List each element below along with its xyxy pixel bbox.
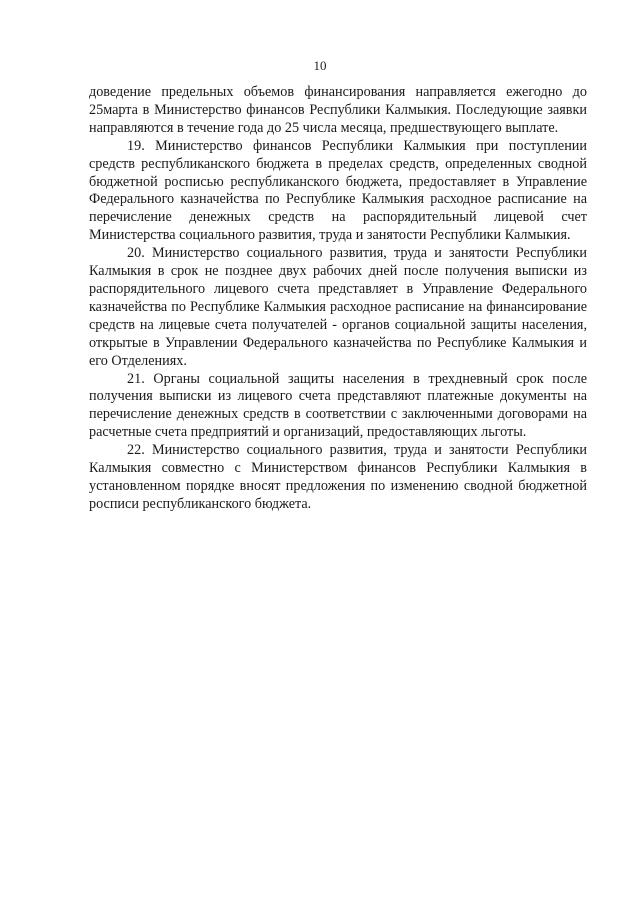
paragraph-continuation: доведение предельных объемов финансирования направляется ежегодно до 25марта в Министерство финансов Республики Калмыкия. Последующие заявки направляются в течение года до 25 числа месяца, предшествующего выплате.: [89, 84, 587, 136]
paragraph-21: 21. Органы социальной защиты населения в трехдневный срок после получения выписки из лицевого счета представляют платежные документы на перечисление денежных средств в соответствии с заключенными договорами на расчетные счета предприятий и организаций, предоставляющих льготы.: [89, 370, 587, 441]
document-body: [89, 84, 587, 514]
paragraph-22: 22. Министерство социального развития, труда и занятости Республики Калмыкия совместно с Министерством финансов Республики Калмыкия в установленном порядке вносят предложения по изменению сводной бюджетной росписи республиканского бюджета.: [89, 442, 587, 512]
paragraph-20: 20. Министерство социального развития, труда и занятости Республики Калмыкия в срок не позднее двух рабочих дней после получения выписки из распорядительного лицевого счета представляет в Управление Федерального казначейства по Республике Калмыкия расходное расписание на финансирование средств на лицевые счета получателей - органов социальной защиты населения, открытые в Управлении Федерального казначейства по Республике Калмыкия и его Отделениях.: [89, 245, 587, 369]
page-number: 10: [313, 58, 327, 73]
paragraph-19: 19. Министерство финансов Республики Калмыкия при поступлении средств республиканского бюджета в пределах средств, определенных сводной бюджетной росписью республиканского бюджета, предоставляет в Управление Федерального казначейства по Республике Калмыкия расходное расписание на перечисление денежных средств на распорядительный лицевой счет Министерства социального развития, труда и занятости Республики Калмыкия.: [89, 137, 587, 244]
